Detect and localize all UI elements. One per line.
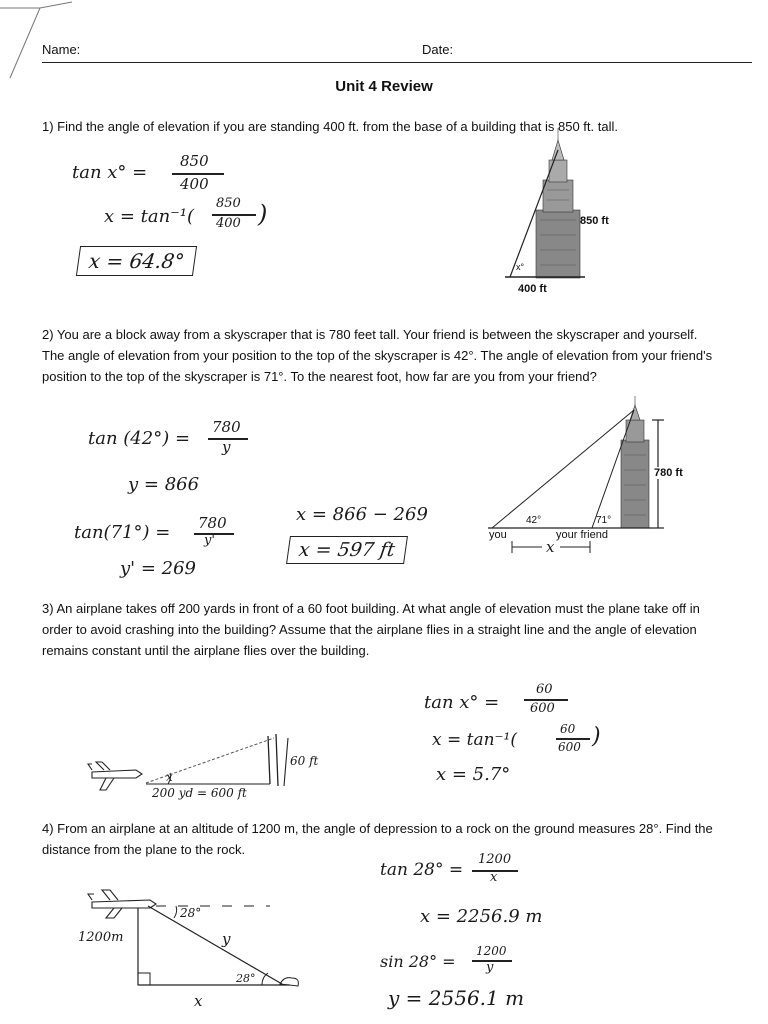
q3-line1-lhs: tan x° =	[424, 692, 500, 713]
q4-angle-top-label: 28°	[180, 906, 202, 920]
page-title: Unit 4 Review	[335, 78, 433, 95]
q2-line1-num: 780	[212, 418, 241, 436]
q4-altitude-label: 1200m	[78, 930, 124, 945]
q3-line1-num: 60	[536, 682, 553, 697]
q1-line1-lhs: tan x° =	[72, 162, 148, 183]
q4-hypotenuse	[148, 906, 282, 984]
airplane-icon	[88, 890, 156, 918]
rock-icon	[280, 978, 298, 986]
q1-line2-lhs: x = tan⁻¹(	[104, 206, 194, 227]
q4-line1-lhs: tan 28° =	[380, 860, 464, 880]
q2-line1-lhs: tan (42°) =	[88, 428, 191, 449]
q2-work-line4: y' = 269	[120, 558, 196, 579]
q3-line2-den: 600	[558, 740, 581, 754]
question-3-text: 3) An airplane takes off 200 yards in front of a 60 foot building. At what angle of elevation must the plane take off in order to avoid crashing into the building? Assume that the airplane flies in a straight line and the angle of elevation remains constant until the airplane flies over the building.	[42, 601, 700, 658]
q2-friend-label: your friend	[556, 529, 608, 541]
q4-angle-arc-top	[174, 906, 177, 918]
q3-height-label: 60 ft	[290, 754, 319, 768]
q2-height-label: 780 ft	[654, 467, 683, 479]
q1-base-label: 400 ft	[518, 283, 547, 295]
q3-work-line3: x = 5.7°	[436, 764, 511, 785]
q4-line3-den: y	[486, 960, 494, 975]
q2-x-label: x	[546, 538, 555, 556]
q1-line2-close: )	[258, 200, 268, 228]
q4-right-angle	[138, 973, 150, 985]
q3-line2-lhs: x = tan⁻¹(	[432, 730, 517, 750]
q2-angle2-label: 71°	[596, 515, 612, 526]
q2-angle1-label: 42°	[526, 515, 542, 526]
q2-you-label: you	[489, 529, 507, 541]
name-label: Name:	[42, 42, 81, 57]
date-label: Date:	[422, 42, 454, 57]
q2-line3-num: 780	[198, 514, 227, 532]
q4-hyp-label: y	[222, 930, 231, 948]
question-1-text: 1) Find the angle of elevation if you are standing 400 ft. from the base of a building that is 850 ft. tall.	[42, 119, 618, 134]
q4-line3-lhs: sin 28° =	[380, 952, 456, 971]
q3-base-label: 200 yd = 600 ft	[152, 786, 247, 800]
q4-angle-bottom-label: 28°	[236, 972, 256, 985]
q4-base-label: x	[194, 992, 203, 1010]
q1-angle-label: x°	[516, 262, 525, 272]
q2-work-line2: y = 866	[128, 474, 200, 495]
q1-line1-den: 400	[180, 175, 209, 193]
q1-height-label: 850 ft	[580, 215, 609, 227]
q2-line1-den: y	[222, 438, 231, 456]
q2-work-line5: x = 866 − 269	[296, 504, 428, 525]
q4-work-line2: x = 2256.9 m	[420, 906, 543, 927]
q1-answer: x = 64.8°	[76, 246, 198, 276]
q2-line3-den: y'	[204, 533, 215, 548]
question-2-text: 2) You are a block away from a skyscraper that is 780 feet tall. Your friend is between the skyscraper and yourself. The angle of elevation from your position to the top of the skyscraper is 42°. The angle of elevation from your friend's position to the top of the skyscraper is 71°. To the nearest foot, how far are you from your friend?	[42, 327, 713, 384]
q1-line2-den: 400	[216, 216, 241, 231]
q4-line1-num: 1200	[478, 852, 512, 867]
q3-angle-label: x	[166, 770, 173, 784]
q4-line3-num: 1200	[476, 944, 507, 958]
q1-line2-num: 850	[216, 196, 241, 211]
q3-line2-num: 60	[560, 722, 576, 736]
q3-line1-den: 600	[530, 701, 555, 716]
q3-line2-close: )	[592, 724, 601, 749]
q2-line3-lhs: tan(71°) =	[74, 522, 171, 543]
q4-work-line4: y = 2556.1 m	[388, 986, 525, 1010]
q2-answer: x = 597 ft	[286, 536, 408, 564]
question-4-text: 4) From an airplane at an altitude of 1200 m, the angle of depression to a rock on the ground measures 28°. Find the distance from the plane to the rock.	[42, 821, 713, 857]
q1-line1-num: 850	[180, 152, 209, 170]
q4-line1-den: x	[490, 870, 498, 885]
